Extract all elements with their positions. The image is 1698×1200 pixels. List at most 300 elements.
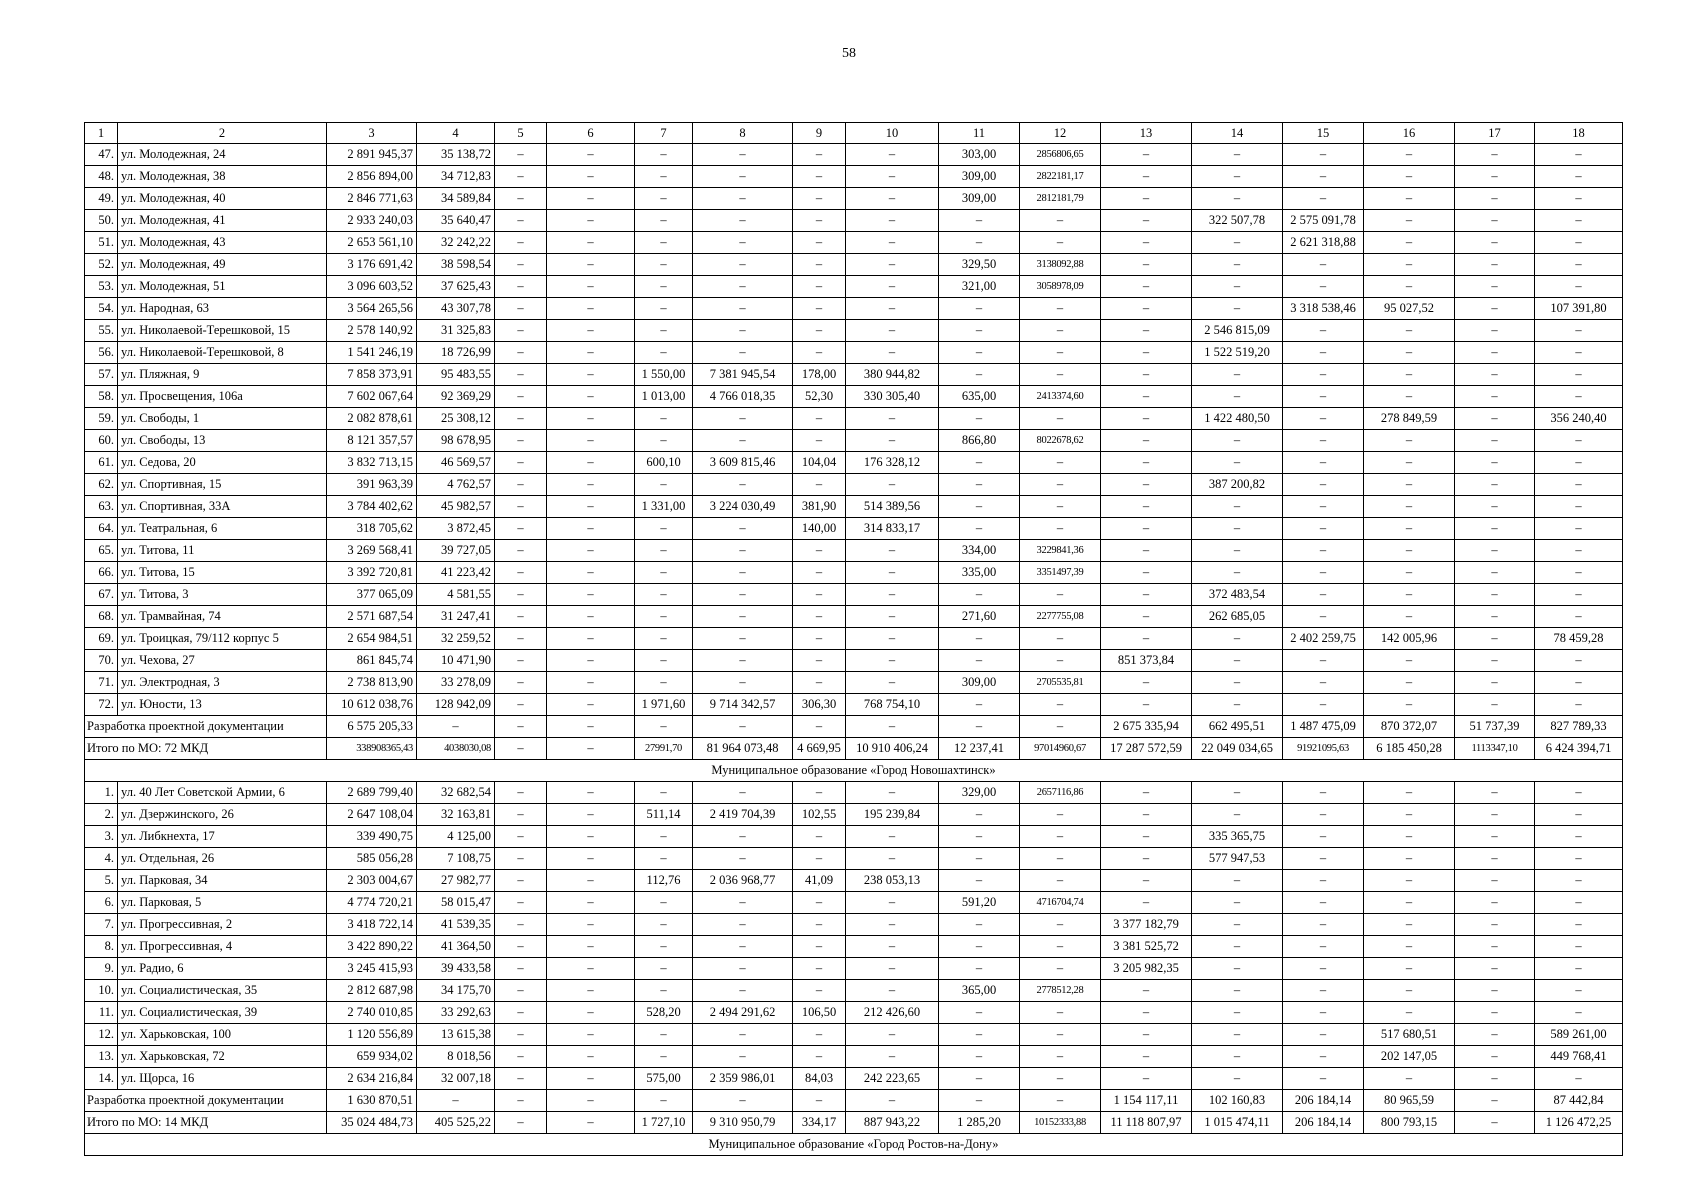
table-cell: –	[547, 474, 635, 496]
table-cell: –	[793, 672, 846, 694]
section-heading-row	[85, 760, 1623, 782]
table-cell: –	[495, 166, 547, 188]
table-cell: –	[1535, 144, 1623, 166]
table-cell: 800 793,15	[1364, 1112, 1455, 1134]
table-cell: –	[1455, 1068, 1535, 1090]
table-cell: –	[693, 606, 793, 628]
table-cell: –	[846, 298, 939, 320]
table-cell: 14	[1192, 123, 1283, 144]
table-cell: –	[693, 1090, 793, 1112]
table-cell: –	[846, 1046, 939, 1068]
table-cell: –	[1192, 672, 1283, 694]
table-cell: –	[793, 606, 846, 628]
table-cell: 32 242,22	[417, 232, 495, 254]
table-cell: 2 689 799,40	[327, 782, 417, 804]
table-cell: –	[1455, 1046, 1535, 1068]
table-cell: –	[1283, 826, 1364, 848]
table-cell: 68.	[85, 606, 118, 628]
table-cell: –	[495, 342, 547, 364]
table-cell: ул. Молодежная, 41	[118, 210, 327, 232]
table-cell: –	[635, 254, 693, 276]
table-cell: –	[846, 188, 939, 210]
table-cell: 387 200,82	[1192, 474, 1283, 496]
table-cell: 54.	[85, 298, 118, 320]
table-cell: –	[693, 1046, 793, 1068]
table-cell: ул. Николаевой-Терешковой, 8	[118, 342, 327, 364]
table-row	[85, 144, 1623, 166]
table-row	[85, 606, 1623, 628]
table-row	[85, 232, 1623, 254]
table-cell: Муниципальное образование «Город Новошахтинск»	[85, 760, 1623, 782]
table-cell: 2 036 968,77	[693, 870, 793, 892]
table-cell: 318 705,62	[327, 518, 417, 540]
table-cell: ул. Парковая, 5	[118, 892, 327, 914]
table-cell: –	[1192, 276, 1283, 298]
table-cell: –	[1192, 804, 1283, 826]
table-cell: –	[547, 562, 635, 584]
table-cell: –	[1535, 166, 1623, 188]
table-cell: –	[1364, 672, 1455, 694]
table-cell: Муниципальное образование «Город Ростов-на-Дону»	[85, 1134, 1623, 1156]
table-cell: –	[1535, 672, 1623, 694]
table-cell: 866,80	[939, 430, 1020, 452]
table-cell: 51 737,39	[1455, 716, 1535, 738]
table-cell: 87 442,84	[1535, 1090, 1623, 1112]
table-cell: 7 108,75	[417, 848, 495, 870]
table-cell: Итого по МО: 14 МКД	[85, 1112, 327, 1134]
table-cell: –	[547, 276, 635, 298]
table-cell: –	[1535, 254, 1623, 276]
table-cell: 67.	[85, 584, 118, 606]
table-cell: –	[495, 298, 547, 320]
table-cell: –	[793, 826, 846, 848]
table-cell: ул. Харьковская, 100	[118, 1024, 327, 1046]
table-cell: –	[495, 1090, 547, 1112]
table-cell: –	[939, 496, 1020, 518]
table-cell: 3 392 720,81	[327, 562, 417, 584]
table-cell: –	[1364, 892, 1455, 914]
table-cell: 1 120 556,89	[327, 1024, 417, 1046]
table-cell: –	[547, 826, 635, 848]
table-cell: –	[846, 628, 939, 650]
table-cell: –	[939, 716, 1020, 738]
table-cell: –	[1101, 1002, 1192, 1024]
table-cell: 52,30	[793, 386, 846, 408]
table-cell: –	[1192, 1002, 1283, 1024]
table-row	[85, 870, 1623, 892]
table-cell: 4 581,55	[417, 584, 495, 606]
table-cell: –	[1535, 562, 1623, 584]
table-row	[85, 210, 1623, 232]
table-cell: –	[939, 694, 1020, 716]
table-cell: –	[939, 584, 1020, 606]
table-cell: –	[1101, 452, 1192, 474]
table-cell: –	[1192, 980, 1283, 1002]
table-cell: –	[793, 650, 846, 672]
table-cell: 206 184,14	[1283, 1090, 1364, 1112]
table-cell: –	[1455, 892, 1535, 914]
table-cell: –	[693, 232, 793, 254]
table-cell: –	[1101, 518, 1192, 540]
table-cell: 238 053,13	[846, 870, 939, 892]
table-cell: –	[1535, 650, 1623, 672]
table-cell: 140,00	[793, 518, 846, 540]
table-cell: –	[635, 1090, 693, 1112]
table-cell: –	[693, 342, 793, 364]
table-cell: –	[1192, 364, 1283, 386]
table-cell: –	[846, 650, 939, 672]
table-cell: –	[1535, 782, 1623, 804]
table-cell: –	[1283, 1002, 1364, 1024]
table-cell: 3 224 030,49	[693, 496, 793, 518]
table-cell: 57.	[85, 364, 118, 386]
table-cell: 1 126 472,25	[1535, 1112, 1623, 1134]
table-cell: –	[1455, 298, 1535, 320]
table-cell: –	[495, 1068, 547, 1090]
table-cell: –	[1101, 892, 1192, 914]
table-cell: –	[846, 848, 939, 870]
table-cell: Разработка проектной документации	[85, 716, 327, 738]
table-cell: 2 891 945,37	[327, 144, 417, 166]
table-cell: –	[495, 276, 547, 298]
table-cell: 27 982,77	[417, 870, 495, 892]
table-cell: –	[1455, 672, 1535, 694]
table-cell: –	[1535, 870, 1623, 892]
table-cell: –	[1192, 892, 1283, 914]
table-cell: –	[1020, 518, 1101, 540]
table-cell: 3 418 722,14	[327, 914, 417, 936]
table-cell: –	[1192, 188, 1283, 210]
table-cell: –	[495, 430, 547, 452]
table-cell: –	[635, 408, 693, 430]
table-cell: –	[1283, 870, 1364, 892]
table-cell: 142 005,96	[1364, 628, 1455, 650]
table-cell: –	[1364, 1002, 1455, 1024]
table-cell: 33 278,09	[417, 672, 495, 694]
table-cell: –	[939, 936, 1020, 958]
table-cell: –	[1535, 914, 1623, 936]
table-cell: –	[1364, 650, 1455, 672]
table-cell: –	[1455, 188, 1535, 210]
table-cell: –	[635, 1024, 693, 1046]
table-cell: 365,00	[939, 980, 1020, 1002]
table-cell: –	[1535, 232, 1623, 254]
table-cell: –	[693, 958, 793, 980]
table-cell: 31 325,83	[417, 320, 495, 342]
table-cell: –	[1101, 144, 1192, 166]
table-cell: 58.	[85, 386, 118, 408]
table-cell: –	[1101, 980, 1192, 1002]
table-cell: –	[1192, 870, 1283, 892]
table-cell: 4 762,57	[417, 474, 495, 496]
table-cell: –	[846, 892, 939, 914]
table-cell: 5	[495, 123, 547, 144]
table-cell: –	[846, 980, 939, 1002]
table-cell: –	[1455, 210, 1535, 232]
table-cell: –	[1535, 430, 1623, 452]
table-cell: –	[547, 716, 635, 738]
table-cell: –	[1535, 342, 1623, 364]
table-cell: –	[1283, 188, 1364, 210]
table-cell: 55.	[85, 320, 118, 342]
table-cell: 1	[85, 123, 118, 144]
table-row	[85, 474, 1623, 496]
table-cell: –	[693, 166, 793, 188]
table-cell: 39 727,05	[417, 540, 495, 562]
table-cell: –	[846, 474, 939, 496]
table-cell: –	[1020, 848, 1101, 870]
table-cell: –	[939, 958, 1020, 980]
table-cell: –	[1364, 188, 1455, 210]
table-cell: 3 096 603,52	[327, 276, 417, 298]
table-cell: 2705535,81	[1020, 672, 1101, 694]
table-cell: –	[1020, 826, 1101, 848]
table-cell: ул. Седова, 20	[118, 452, 327, 474]
table-cell: –	[635, 232, 693, 254]
table-cell: 35 138,72	[417, 144, 495, 166]
table-cell: –	[1101, 276, 1192, 298]
table-cell: 577 947,53	[1192, 848, 1283, 870]
table-cell: ул. Молодежная, 38	[118, 166, 327, 188]
table-cell: –	[547, 144, 635, 166]
table-cell: –	[635, 848, 693, 870]
table-cell: –	[939, 1090, 1020, 1112]
table-cell: –	[547, 452, 635, 474]
table-cell: 4	[417, 123, 495, 144]
table-cell: –	[793, 298, 846, 320]
table-cell: –	[1455, 1090, 1535, 1112]
table-cell: ул. Отдельная, 26	[118, 848, 327, 870]
table-cell: 1 422 480,50	[1192, 408, 1283, 430]
table-cell: –	[846, 584, 939, 606]
table-cell: 1 522 519,20	[1192, 342, 1283, 364]
table-cell: 65.	[85, 540, 118, 562]
table-cell: ул. Свободы, 13	[118, 430, 327, 452]
table-cell: –	[793, 980, 846, 1002]
table-cell: –	[1020, 584, 1101, 606]
table-cell: –	[635, 826, 693, 848]
table-cell: –	[1535, 892, 1623, 914]
table-cell: –	[1535, 386, 1623, 408]
table-row	[85, 672, 1623, 694]
table-cell: –	[495, 518, 547, 540]
table-cell: –	[547, 1090, 635, 1112]
table-cell: 92 369,29	[417, 386, 495, 408]
table-cell: –	[1101, 562, 1192, 584]
table-cell: –	[793, 1024, 846, 1046]
table-cell: 64.	[85, 518, 118, 540]
table-cell: –	[495, 232, 547, 254]
table-cell: –	[793, 628, 846, 650]
table-cell: –	[495, 936, 547, 958]
table-cell: ул. Спортивная, 15	[118, 474, 327, 496]
table-cell: –	[1455, 518, 1535, 540]
table-cell: 242 223,65	[846, 1068, 939, 1090]
table-cell: –	[846, 276, 939, 298]
table-cell: –	[1101, 1046, 1192, 1068]
table-cell: 63.	[85, 496, 118, 518]
table-cell: –	[1101, 210, 1192, 232]
table-cell: –	[939, 474, 1020, 496]
table-cell: –	[1364, 430, 1455, 452]
table-cell: –	[1192, 958, 1283, 980]
table-cell: –	[1283, 1068, 1364, 1090]
table-cell: 3 872,45	[417, 518, 495, 540]
table-cell: –	[495, 738, 547, 760]
table-cell: 53.	[85, 276, 118, 298]
table-cell: 3	[327, 123, 417, 144]
table-cell: 58 015,47	[417, 892, 495, 914]
table-cell: –	[495, 188, 547, 210]
table-cell: –	[1455, 848, 1535, 870]
table-cell: –	[1101, 628, 1192, 650]
table-cell: –	[1101, 848, 1192, 870]
table-cell: ул. Прогрессивная, 2	[118, 914, 327, 936]
table-cell: –	[1455, 276, 1535, 298]
table-cell: –	[1192, 1068, 1283, 1090]
table-row	[85, 1046, 1623, 1068]
table-cell: –	[846, 1090, 939, 1112]
table-cell: 32 007,18	[417, 1068, 495, 1090]
table-cell: –	[1455, 364, 1535, 386]
table-cell: –	[793, 254, 846, 276]
table-row	[85, 430, 1623, 452]
table-cell: –	[693, 518, 793, 540]
table-cell: –	[495, 474, 547, 496]
table-cell: 2 647 108,04	[327, 804, 417, 826]
table-cell: –	[1283, 892, 1364, 914]
table-cell: –	[1283, 1046, 1364, 1068]
table-cell: –	[793, 1046, 846, 1068]
table-cell: Итого по МО: 72 МКД	[85, 738, 327, 760]
table-cell: 4 774 720,21	[327, 892, 417, 914]
table-cell: –	[1283, 320, 1364, 342]
table-cell: 2 359 986,01	[693, 1068, 793, 1090]
table-cell: –	[793, 474, 846, 496]
table-cell: 62.	[85, 474, 118, 496]
table-cell: –	[846, 672, 939, 694]
table-cell: –	[939, 364, 1020, 386]
table-cell: –	[1283, 1024, 1364, 1046]
table-cell: 3058978,09	[1020, 276, 1101, 298]
table-row	[85, 364, 1623, 386]
table-cell: 338908365,43	[327, 738, 417, 760]
table-cell: –	[846, 166, 939, 188]
table-cell: –	[495, 254, 547, 276]
table-cell: –	[495, 408, 547, 430]
table-cell: –	[1283, 276, 1364, 298]
table-cell: –	[793, 166, 846, 188]
table-cell: 2413374,60	[1020, 386, 1101, 408]
table-cell: 528,20	[635, 1002, 693, 1024]
table-cell: 4 766 018,35	[693, 386, 793, 408]
table-row	[85, 650, 1623, 672]
table-cell: –	[1535, 804, 1623, 826]
table-cell: 870 372,07	[1364, 716, 1455, 738]
table-cell: 50.	[85, 210, 118, 232]
table-cell: –	[793, 540, 846, 562]
table-cell: –	[1364, 562, 1455, 584]
table-cell: 3 377 182,79	[1101, 914, 1192, 936]
table-cell: –	[846, 716, 939, 738]
header-row	[85, 123, 1623, 144]
table-cell: 102 160,83	[1192, 1090, 1283, 1112]
table-cell: –	[1455, 540, 1535, 562]
table-cell: –	[693, 540, 793, 562]
table-cell: –	[1192, 232, 1283, 254]
table-cell: –	[547, 188, 635, 210]
table-cell: 3.	[85, 826, 118, 848]
table-cell: –	[1364, 320, 1455, 342]
table-cell: –	[1364, 452, 1455, 474]
table-cell: –	[547, 430, 635, 452]
table-cell: 2 578 140,92	[327, 320, 417, 342]
summary-row	[85, 738, 1623, 760]
table-cell: –	[1020, 364, 1101, 386]
table-cell: 52.	[85, 254, 118, 276]
table-cell: –	[693, 826, 793, 848]
table-cell: 81 964 073,48	[693, 738, 793, 760]
table-cell: 3351497,39	[1020, 562, 1101, 584]
table-cell: 278 849,59	[1364, 408, 1455, 430]
table-cell: 662 495,51	[1192, 716, 1283, 738]
table-cell: ул. Молодежная, 24	[118, 144, 327, 166]
table-cell: –	[1364, 364, 1455, 386]
table-cell: 41 364,50	[417, 936, 495, 958]
table-cell: 12	[1020, 123, 1101, 144]
table-cell: 3 245 415,93	[327, 958, 417, 980]
table-cell: –	[846, 254, 939, 276]
table-cell: –	[1535, 364, 1623, 386]
table-cell: –	[495, 628, 547, 650]
table-cell: –	[846, 782, 939, 804]
table-cell: –	[1283, 980, 1364, 1002]
table-cell: –	[635, 342, 693, 364]
table-cell: –	[1535, 1002, 1623, 1024]
table-cell: 589 261,00	[1535, 1024, 1623, 1046]
table-cell: 4.	[85, 848, 118, 870]
table-cell: –	[846, 914, 939, 936]
table-cell: –	[635, 430, 693, 452]
table-cell: –	[1020, 804, 1101, 826]
table-cell: 10 471,90	[417, 650, 495, 672]
table-cell: ул. Свободы, 1	[118, 408, 327, 430]
table-cell: –	[547, 782, 635, 804]
table-cell: 27991,70	[635, 738, 693, 760]
table-cell: –	[495, 980, 547, 1002]
table-cell: 70.	[85, 650, 118, 672]
table-cell: –	[547, 1112, 635, 1134]
table-cell: 2 571 687,54	[327, 606, 417, 628]
table-row	[85, 342, 1623, 364]
table-cell: 48.	[85, 166, 118, 188]
table-cell: –	[1101, 1024, 1192, 1046]
table-cell: –	[1455, 254, 1535, 276]
table-cell: –	[693, 892, 793, 914]
table-row	[85, 540, 1623, 562]
table-cell: 1 550,00	[635, 364, 693, 386]
table-cell: –	[1455, 452, 1535, 474]
table-cell: –	[1455, 1024, 1535, 1046]
table-cell: –	[547, 364, 635, 386]
table-cell: 95 027,52	[1364, 298, 1455, 320]
table-cell: –	[1101, 386, 1192, 408]
table-cell: 2 419 704,39	[693, 804, 793, 826]
table-cell: 335,00	[939, 562, 1020, 584]
table-cell: –	[1192, 518, 1283, 540]
table-cell: 59.	[85, 408, 118, 430]
table-cell: –	[1455, 166, 1535, 188]
